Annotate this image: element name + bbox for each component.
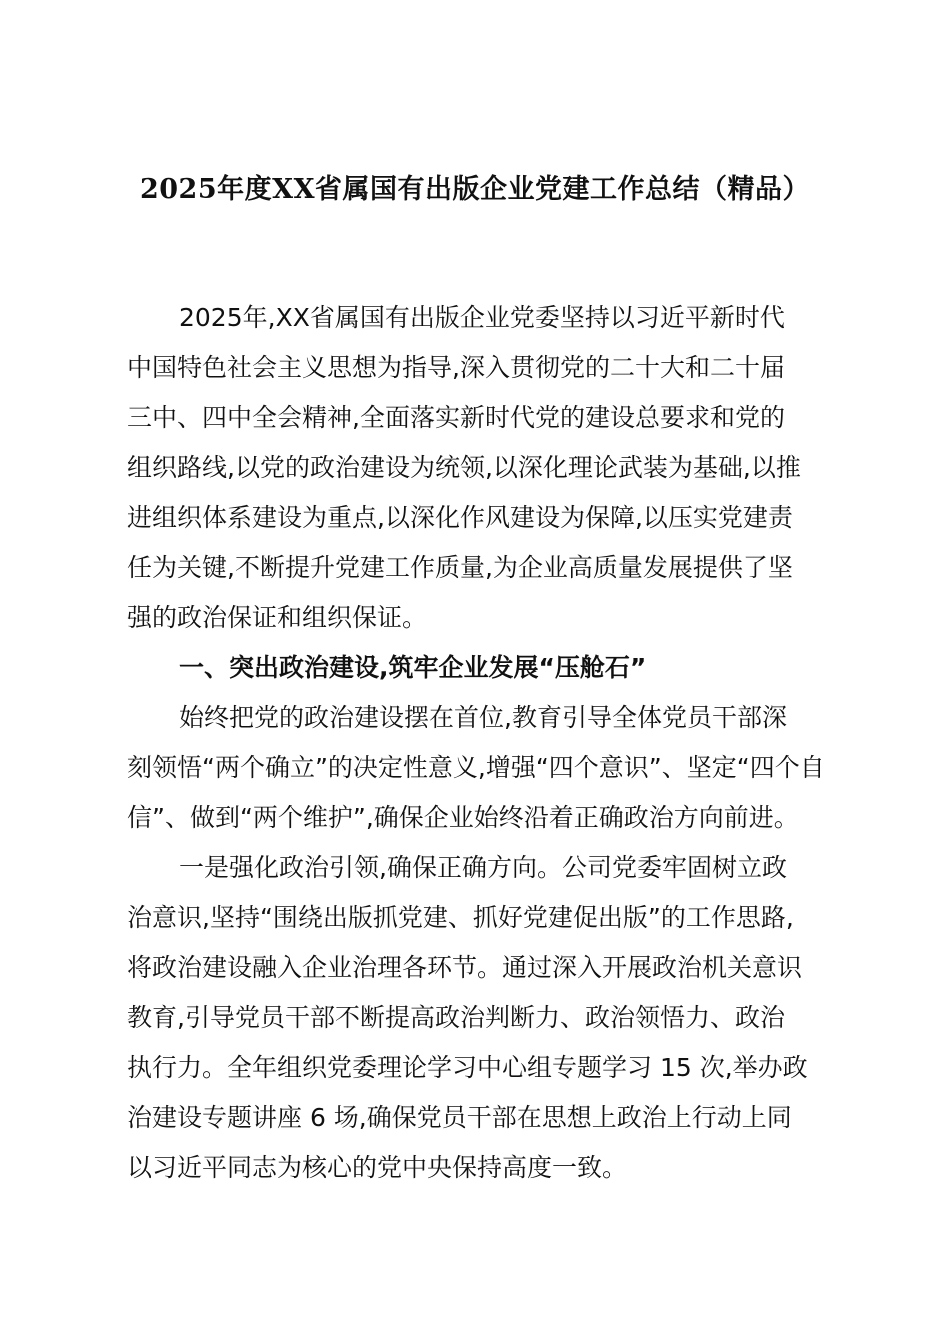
intro-line: 进组织体系建设为重点,以深化作风建设为保障,以压实党建责 [127,503,793,532]
document-body [127,293,827,1193]
intro-paragraph [127,293,827,643]
section-heading: 一、突出政治建设,筑牢企业发展“压舱石” [179,653,647,682]
intro-line: 中国特色社会主义思想为指导,深入贯彻党的二十大和二十届 [127,353,785,382]
intro-line: 任为关键,不断提升党建工作质量,为企业高质量发展提供了坚 [127,553,793,582]
point-one-line: 教育,引导党员干部不断提高政治判断力、政治领悟力、政治 [127,1003,785,1032]
intro-line: 组织路线,以党的政治建设为统领,以深化理论武装为基础,以推 [127,453,801,482]
point-one-paragraph [127,843,827,1193]
document-title: 2025年度XX省属国有出版企业党建工作总结（精品） [139,174,811,205]
section-intro-line: 刻领悟“两个确立”的决定性意义,增强“四个意识”、坚定“四个自 [127,753,825,782]
section-intro-line: 始终把党的政治建设摆在首位,教育引导全体党员干部深 [179,703,787,732]
section-intro-line: 信”、做到“两个维护”,确保企业始终沿着正确政治方向前进。 [127,803,799,832]
intro-line: 强的政治保证和组织保证。 [127,603,428,632]
point-one-line: 以习近平同志为核心的党中央保持高度一致。 [127,1153,628,1182]
point-one-line: 一是强化政治引领,确保正确方向。公司党委牢固树立政 [179,853,787,882]
point-one-line: 治意识,坚持“围绕出版抓党建、抓好党建促出版”的工作思路, [127,903,794,932]
intro-line: 三中、四中全会精神,全面落实新时代党的建设总要求和党的 [127,403,785,432]
point-one-line: 执行力。全年组织党委理论学习中心组专题学习 15 次,举办政 [127,1053,808,1082]
point-one-line: 治建设专题讲座 6 场,确保党员干部在思想上政治上行动上同 [127,1103,792,1132]
section-intro-paragraph [127,693,827,843]
point-one-line: 将政治建设融入企业治理各环节。通过深入开展政治机关意识 [127,953,803,982]
intro-line: 2025年,XX省属国有出版企业党委坚持以习近平新时代 [179,303,785,332]
